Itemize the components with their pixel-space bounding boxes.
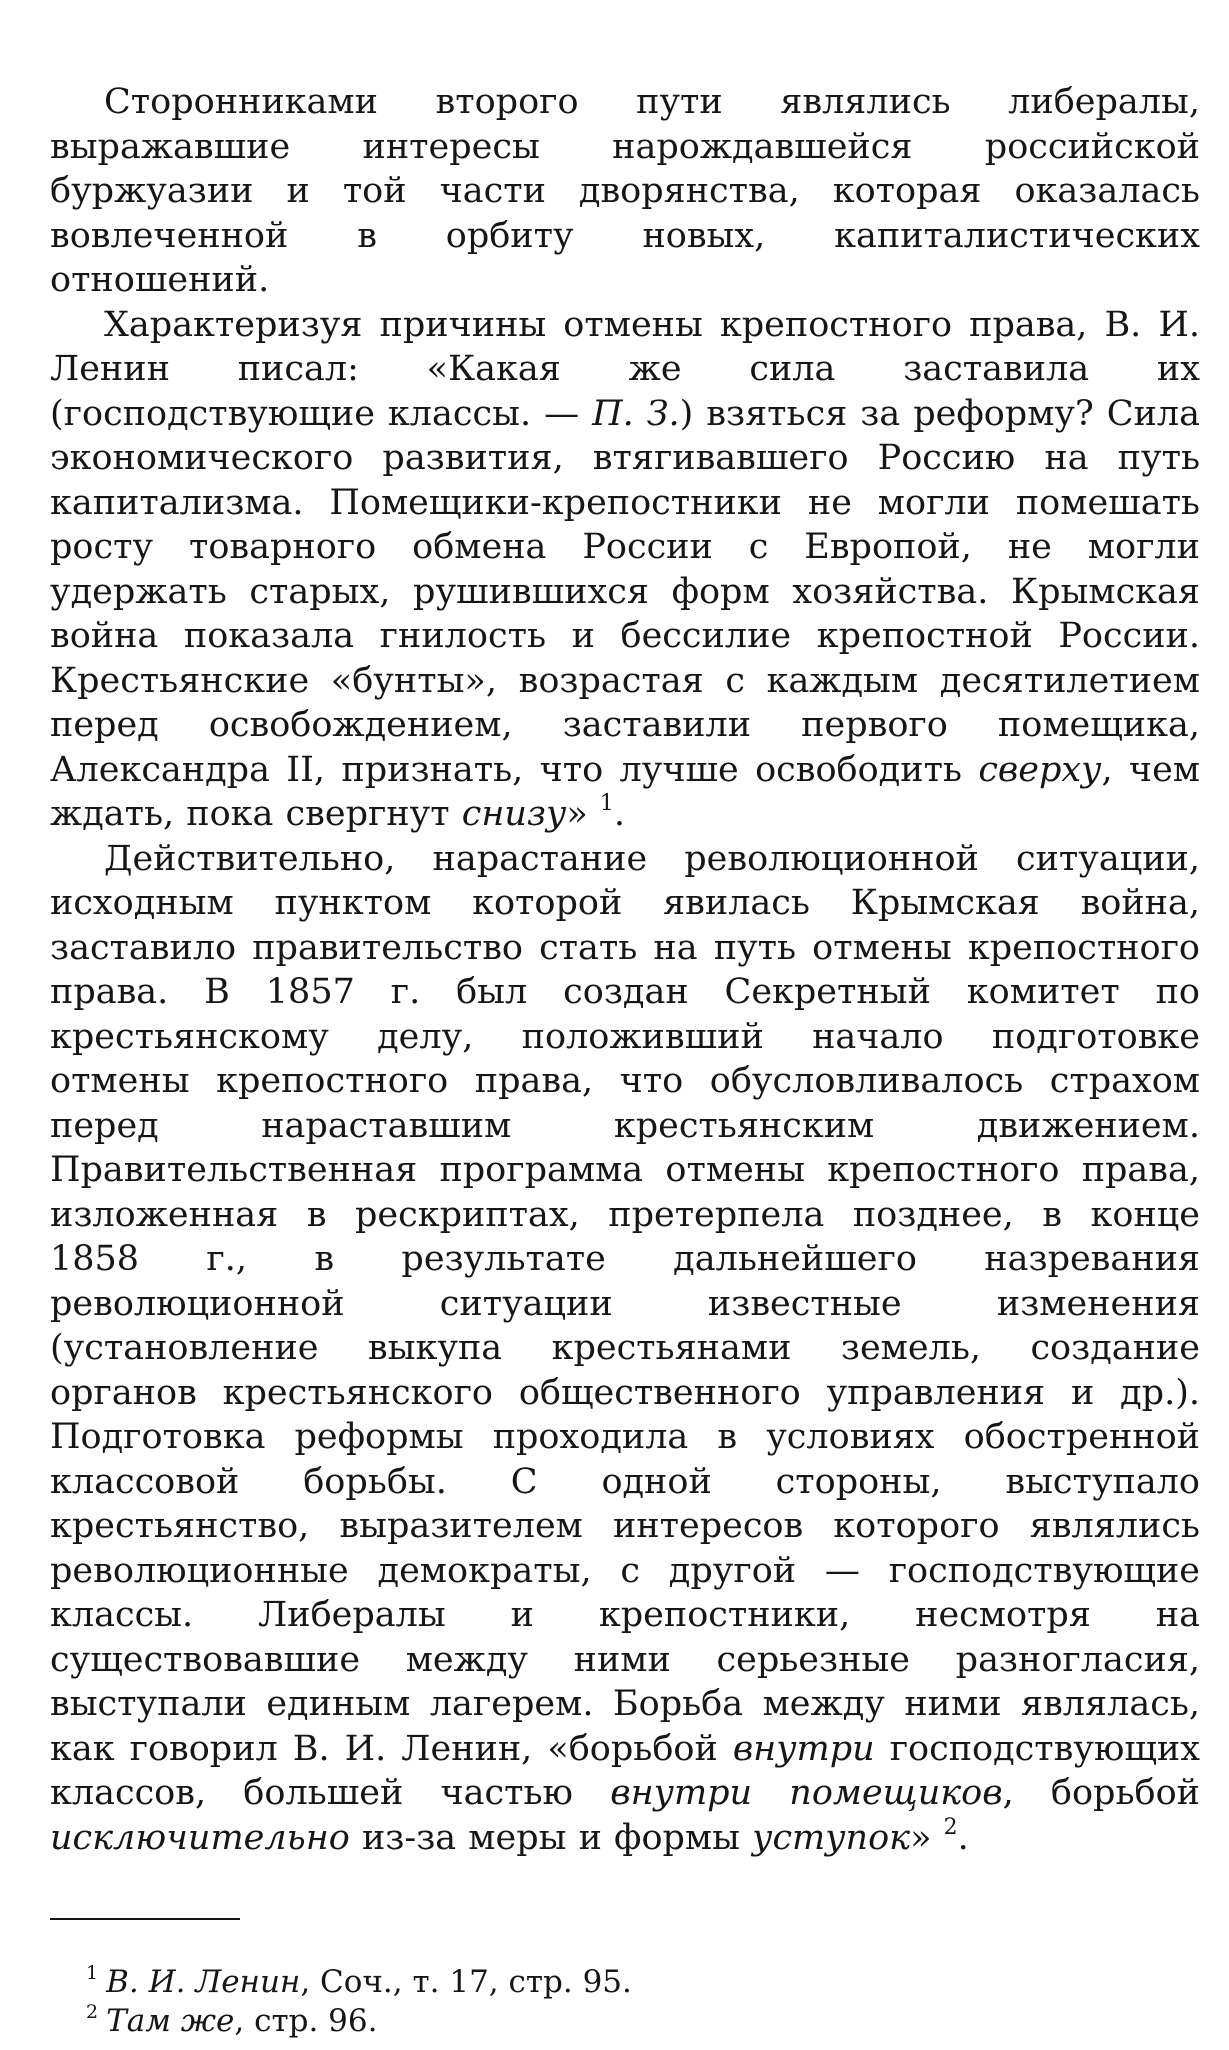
- paragraph-3-text: , борьбой: [1002, 1773, 1200, 1813]
- paragraph-1-text: Сторонниками второго пути являлись либералы, выражавшие интересы нарождавшейся российской буржуазии и той части дворянства, которая оказалась вовлеченной в орбиту новых, капиталистических отношений.: [50, 82, 1200, 300]
- footnote-2: [50, 2002, 1200, 2041]
- emphasis-word: сверху: [978, 749, 1102, 790]
- footnote-reference-1: 1: [599, 791, 614, 816]
- footnote-1: [50, 1963, 1200, 2002]
- footnote-author: В. И. Ленин: [106, 1964, 301, 2000]
- emphasis-phrase: внутри помещиков: [610, 1773, 1003, 1813]
- paragraph-3: [50, 837, 1200, 1861]
- footnote-divider: [50, 1918, 240, 1920]
- paragraph-3-text: из-за меры и формы: [349, 1817, 753, 1858]
- sentence-end: .: [957, 1817, 969, 1858]
- paragraph-2-text: Характеризуя причины отмены крепостного права, В. И. Ленин писал: «Какая же сила заставила их (господствующие классы. —: [50, 304, 1200, 434]
- footnote-marker-1: 1: [86, 1962, 99, 1984]
- emphasis-word: исключительно: [50, 1817, 350, 1858]
- emphasis-word: снизу: [461, 794, 567, 834]
- quote-close: »: [566, 794, 600, 834]
- footnote-ibid: Там же: [106, 2003, 235, 2039]
- paragraph-3-text: Действительно, нарастание революционной ситуации, исходным пунктом которой явилась Крымская война, заставило правительство стать на путь отмены крепостного права. В 1857 г. был создан Секретный комитет по крестьянскому делу, положивший начало подготовке отмены крепостного права, что обусловливалось страхом перед нараставшим крестьянским движением. Правительственная программа отмены крепостного права, изложенная в рескриптах, претерпела позднее, в конце 1858 г., в результате дальнейшего назревания революционной ситуации известные изменения (установление выкупа крестьянами земель, создание органов крестьянского общественного управления и др.). Подготовка реформы проходила в условиях обостренной классовой борьбы. С одной стороны, выступало крестьянство, выразителем интересов которого являлись революционные демократы, с другой — господствующие классы. Либералы и крепостники, несмотря на существовавшие между ними серьезные разногласия, выступали единым лагерем. Борьба между ними являлась, как говорил В. И. Ленин, «борьбой: [50, 838, 1200, 1769]
- author-initials: П. З.: [592, 393, 680, 434]
- paragraph-2-text: ) взяться за реформу? Сила экономического развития, втягивавшего Россию на путь капитализма. Помещики-крепостники не могли помешать росту товарного обмена России с Европой, не могли удержать старых, рушившихся форм хозяйства. Крымская война показала гнилость и бессилие крепостной России. Крестьянские «бунты», возрастая с каждым десятилетием перед освобождением, заставили первого помещика, Александра II, признать, что лучше освободить: [50, 393, 1200, 790]
- emphasis-word: уступок: [752, 1817, 911, 1858]
- emphasis-word: внутри: [732, 1728, 875, 1769]
- sentence-end: .: [613, 794, 626, 834]
- footnote-reference-2: 2: [943, 1814, 958, 1840]
- paragraph-2-text: , чем ждать, пока свергнут: [50, 749, 1201, 834]
- paragraph-3-text: господствующих классов, большей частью: [50, 1728, 1200, 1813]
- paragraph-1: [50, 80, 1200, 303]
- book-page: [50, 80, 1201, 2039]
- footnote-marker-2: 2: [86, 2001, 99, 2023]
- footnotes: [50, 1963, 1200, 2041]
- footnote-citation: , стр. 96.: [234, 2003, 378, 2039]
- quote-close: »: [910, 1817, 944, 1858]
- footnote-citation: , Соч., т. 17, стр. 95.: [300, 1964, 632, 2000]
- paragraph-2: [50, 303, 1200, 837]
- main-text: [50, 80, 1200, 1860]
